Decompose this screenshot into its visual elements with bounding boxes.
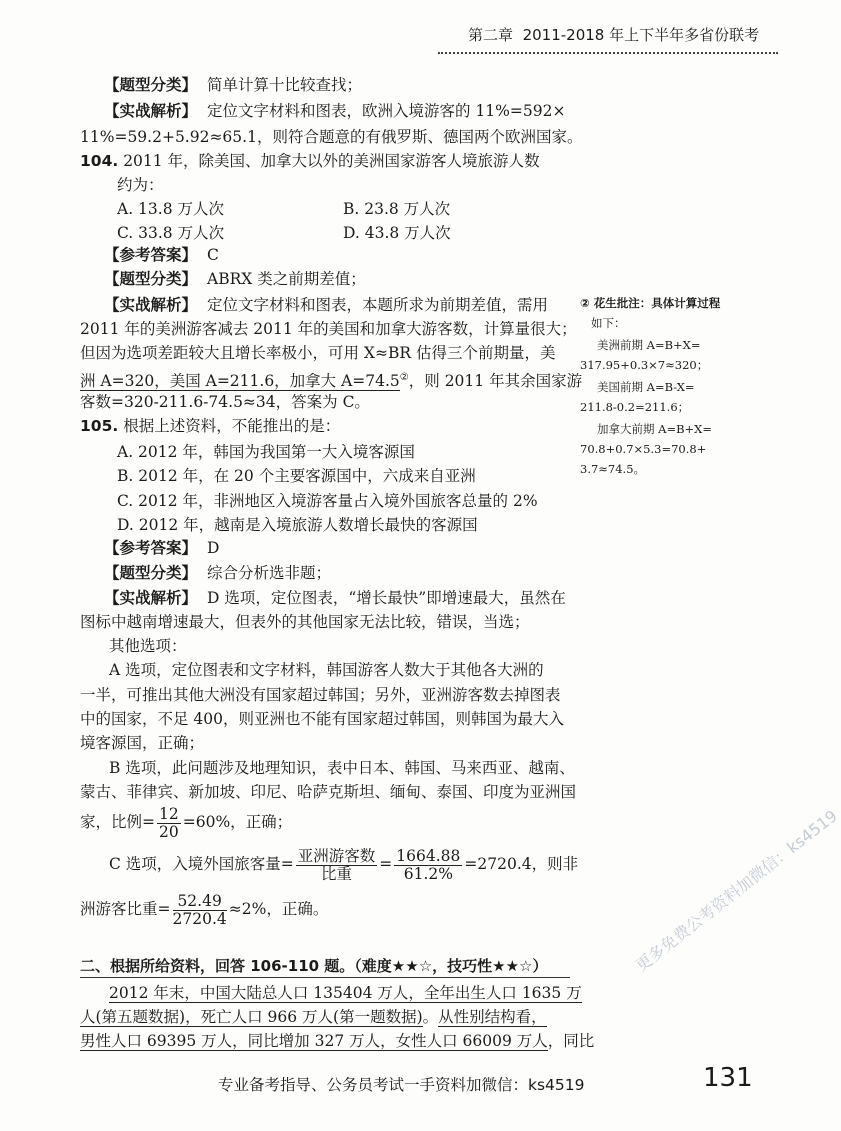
side-note-line: 317.95+0.3×7≈320；: [580, 358, 709, 372]
q105-a-2: 一半，可推出其他大洲没有国家超过韩国；另外，亚洲游客数去掉图表: [80, 686, 561, 704]
side-note-title: ② 花生批注：具体计算过程: [580, 296, 721, 310]
q104-answer: 【参考答案】 C: [104, 246, 219, 264]
section-passage-2: 人(第五题数据)，死亡人口 966 万人(第一题数据)。从性别结构看，: [80, 1008, 547, 1026]
q103-analysis-1: 【实战解析】 定位文字材料和图表，欧洲入境游客的 11%=592×: [104, 102, 566, 120]
q105-type: 【题型分类】 综合分析选非题；: [104, 564, 332, 582]
q105-c-1: C 选项，入境外国旅客量= $\frac{\text{亚洲游客数}}{\text{比重}}$ = $\frac{1664.88}{61.2\%}$ =2720.4，则非: [109, 846, 579, 883]
q105-a-3: 中的国家，不足 400，则亚洲也不能有国家超过韩国，则韩国为最大入: [80, 710, 565, 728]
q105-answer: 【参考答案】 D: [104, 539, 220, 557]
q104-option-c: C. 33.8 万人次: [117, 224, 225, 242]
q103-analysis-2: 11%=59.2+5.92≈65.1，则符合题意的有俄罗斯、德国两个欧洲国家。: [80, 128, 583, 146]
side-note-line: 美洲前期 A=B+X=: [597, 338, 701, 352]
side-note-line: 3.7≈74.5。: [580, 462, 646, 476]
side-note-line: 如下：: [591, 316, 626, 330]
q104-stem-2: 约为：: [117, 176, 164, 194]
side-note-line: 211.8-0.2=211.6；: [580, 400, 690, 414]
q104-analysis-4: 洲 A=320，美国 A=211.6，加拿大 A=74.5②，则 2011 年其余国家游: [80, 372, 583, 391]
side-note-line: 美国前期 A=B-X=: [597, 380, 695, 394]
q105-b-1: B 选项，此问题涉及地理知识，表中日本、韩国、马来西亚、越南、: [109, 759, 575, 777]
q105-option-d: D. 2012 年，越南是入境旅游人数增长最快的客源国: [117, 516, 478, 534]
q105-analysis-1: 【实战解析】 D 选项，定位图表，“增长最快”即增速最大，虽然在: [104, 589, 566, 607]
q104-analysis-2: 2011 年的美洲游客减去 2011 年的美国和加拿大游客数，计算量很大；: [80, 320, 577, 338]
q105-analysis-2: 图标中越南增速最大，但表外的其他国家无法比较，错误，当选；: [80, 613, 530, 631]
q104-stem-1: 104. 2011 年，除美国、加拿大以外的美洲国家游客人境旅游人数: [80, 152, 540, 170]
header-rule: [438, 52, 778, 54]
header-title: 2011-2018 年上下半年多省份联考: [522, 26, 760, 44]
q105-stem: 105. 根据上述资料，不能推出的是：: [80, 417, 341, 435]
q103-type: 【题型分类】 简单计算十比较查找；: [104, 76, 363, 94]
q105-option-c: C. 2012 年，非洲地区入境游客量占入境外国旅客总量的 2%: [117, 492, 538, 510]
q105-b-3: 家，比例= $\frac{12}{20}$ =60%，正确；: [80, 804, 293, 841]
section-rule: [80, 977, 570, 978]
running-header: [468, 24, 759, 45]
q104-analysis-5: 客数=320-211.6-74.5≈34，答案为 C。: [80, 393, 370, 411]
q104-analysis-1: 【实战解析】 定位文字材料和图表，本题所求为前期差值，需用: [104, 296, 549, 314]
side-note-line: 70.8+0.7×5.3=70.8+: [580, 442, 707, 456]
q104-analysis-3: 但因为选项差距较大且增长率极小，可用 X≈BR 估得三个前期量，美: [80, 344, 556, 362]
header-chapter: 第二章: [468, 26, 514, 44]
q105-a-1: A 选项，定位图表和文字材料，韩国游客人数大于其他各大洲的: [109, 661, 544, 679]
section-passage-3: 男性人口 69395 万人，同比增加 327 万人，女性人口 66009 万人，同比: [80, 1032, 595, 1050]
page-number: 131: [703, 1063, 753, 1093]
q104-type: 【题型分类】 ABRX 类之前期差值；: [104, 270, 366, 288]
side-note-line: 加拿大前期 A=B+X=: [597, 422, 713, 436]
q105-option-b: B. 2012 年，在 20 个主要客源国中，六成来自亚洲: [117, 467, 476, 485]
q105-b-2: 蒙古、菲律宾、新加坡、印尼、哈萨克斯坦、缅甸、泰国、印度为亚洲国: [80, 783, 577, 801]
q105-option-a: A. 2012 年，韩国为我国第一大入境客源国: [117, 443, 415, 461]
section-heading: 二、根据所给资料，回答 106-110 题。（难度★★☆，技巧性★★☆）: [80, 957, 548, 975]
q105-other: 其他选项：: [109, 637, 187, 655]
q105-c-2: 洲游客比重= $\frac{52.49}{2720.4}$ ≈2%，正确。: [80, 891, 329, 928]
q104-option-d: D. 43.8 万人次: [343, 224, 451, 242]
watermark: 更多免费公考资料加微信：ks4519: [631, 806, 841, 976]
q105-a-4: 境客源国，正确；: [80, 734, 205, 752]
q104-option-b: B. 23.8 万人次: [343, 200, 451, 218]
q104-option-a: A. 13.8 万人次: [117, 200, 224, 218]
section-passage-1: 2012 年末，中国大陆总人口 135404 万人，全年出生人口 1635 万: [109, 984, 582, 1002]
footer-note: 专业备考指导、公务员考试一手资料加微信：ks4519: [218, 1076, 585, 1094]
